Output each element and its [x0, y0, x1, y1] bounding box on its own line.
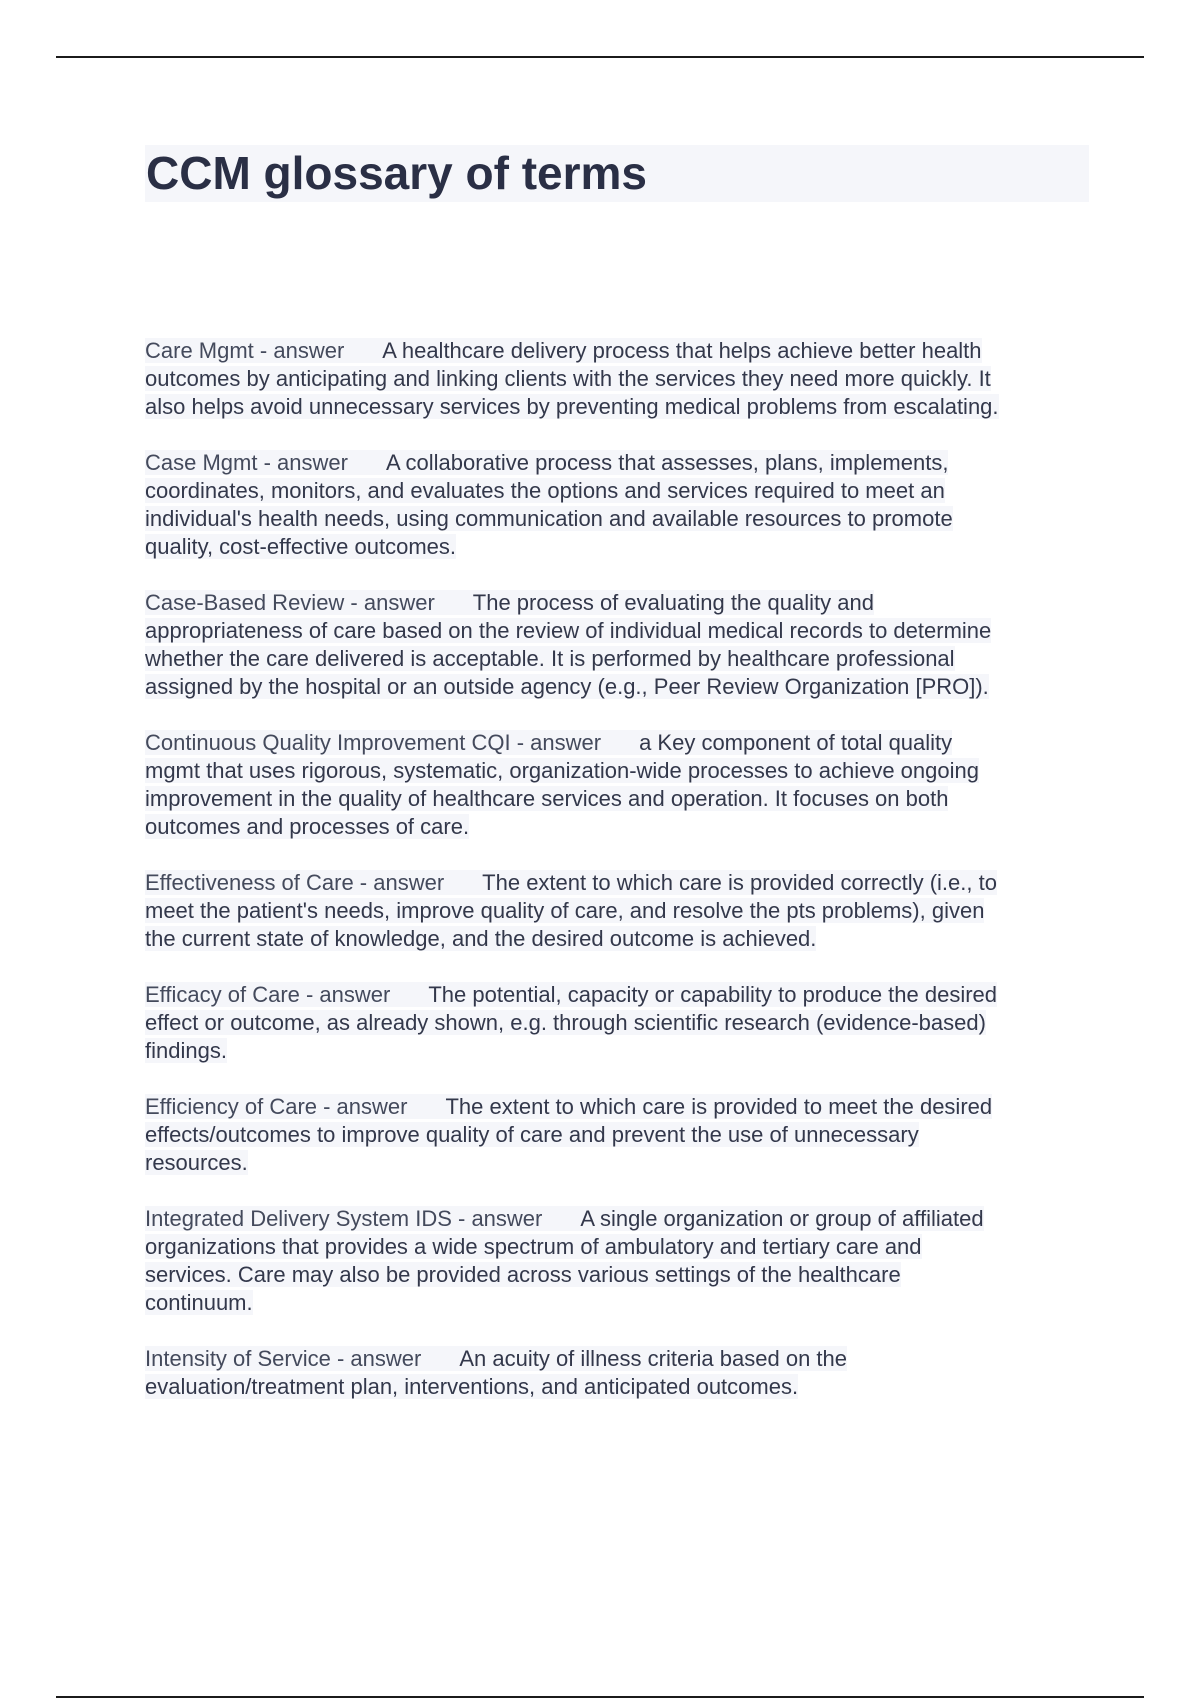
glossary-term: Efficacy of Care - answer	[145, 982, 391, 1007]
definition-line: A healthcare delivery process that helps achieve better health	[382, 338, 982, 363]
definition-line: meet the patient's needs, improve quality of care, and resolve the pts problems), given	[145, 898, 985, 923]
definition-line: services. Care may also be provided across various settings of the healthcare	[145, 1262, 901, 1287]
glossary-entry	[145, 589, 1105, 701]
glossary-entry	[145, 337, 1105, 421]
glossary-term: Continuous Quality Improvement CQI - answer	[145, 730, 602, 755]
glossary-term: Intensity of Service - answer	[145, 1346, 422, 1371]
definition-line: individual's health needs, using communication and available resources to promote	[145, 506, 953, 531]
header-rule	[56, 56, 1144, 58]
definition-line: A collaborative process that assesses, plans, implements,	[385, 450, 949, 475]
definition-line: mgmt that uses rigorous, systematic, organization-wide processes to achieve ongoing	[145, 758, 979, 783]
glossary-entry	[145, 1093, 1105, 1177]
definition-line: The process of evaluating the quality and	[472, 590, 874, 615]
glossary-term: Case-Based Review - answer	[145, 590, 435, 615]
definition-line: quality, cost-effective outcomes.	[145, 534, 456, 559]
definition-line: findings.	[145, 1038, 227, 1063]
definition-line: organizations that provides a wide spectrum of ambulatory and tertiary care and	[145, 1234, 922, 1259]
glossary-entry	[145, 981, 1105, 1065]
glossary-term: Efficiency of Care - answer	[145, 1094, 408, 1119]
definition-line: the current state of knowledge, and the desired outcome is achieved.	[145, 926, 817, 951]
definition-line: coordinates, monitors, and evaluates the options and services required to meet an	[145, 478, 945, 503]
definition-line: evaluation/treatment plan, interventions, and anticipated outcomes.	[145, 1374, 799, 1399]
glossary-list	[145, 337, 1105, 1429]
definition-line: a Key component of total quality	[639, 730, 953, 755]
definition-line: The potential, capacity or capability to produce the desired	[428, 982, 998, 1007]
definition-line: effects/outcomes to improve quality of care and prevent the use of unnecessary	[145, 1122, 919, 1147]
glossary-term: Case Mgmt - answer	[145, 450, 348, 475]
glossary-entry	[145, 1345, 1105, 1401]
definition-line: whether the care delivered is acceptable. It is performed by healthcare professional	[145, 646, 955, 671]
glossary-term: Effectiveness of Care - answer	[145, 870, 445, 895]
glossary-entry	[145, 869, 1105, 953]
glossary-term: Care Mgmt - answer	[145, 338, 345, 363]
definition-line: outcomes by anticipating and linking clients with the services they need more quickly. It	[145, 366, 991, 391]
glossary-entry	[145, 1205, 1105, 1317]
definition-line: An acuity of illness criteria based on the	[459, 1346, 847, 1371]
definition-line: appropriateness of care based on the review of individual medical records to determine	[145, 618, 992, 643]
definition-line: continuum.	[145, 1290, 253, 1315]
definition-line: effect or outcome, as already shown, e.g. through scientific research (evidence-based)	[145, 1010, 986, 1035]
definition-line: also helps avoid unnecessary services by preventing medical problems from escalating.	[145, 394, 999, 419]
definition-line: A single organization or group of affiliated	[580, 1206, 984, 1231]
definition-line: improvement in the quality of healthcare services and operation. It focuses on both	[145, 786, 949, 811]
definition-line: assigned by the hospital or an outside agency (e.g., Peer Review Organization [PRO]).	[145, 674, 989, 699]
definition-line: resources.	[145, 1150, 248, 1175]
glossary-term: Integrated Delivery System IDS - answer	[145, 1206, 543, 1231]
footer-rule	[56, 1696, 1144, 1698]
definition-line: outcomes and processes of care.	[145, 814, 470, 839]
glossary-entry	[145, 449, 1105, 561]
definition-line: The extent to which care is provided correctly (i.e., to	[482, 870, 997, 895]
definition-line: The extent to which care is provided to meet the desired	[445, 1094, 993, 1119]
page-title: CCM glossary of terms	[146, 147, 648, 199]
glossary-entry	[145, 729, 1105, 841]
